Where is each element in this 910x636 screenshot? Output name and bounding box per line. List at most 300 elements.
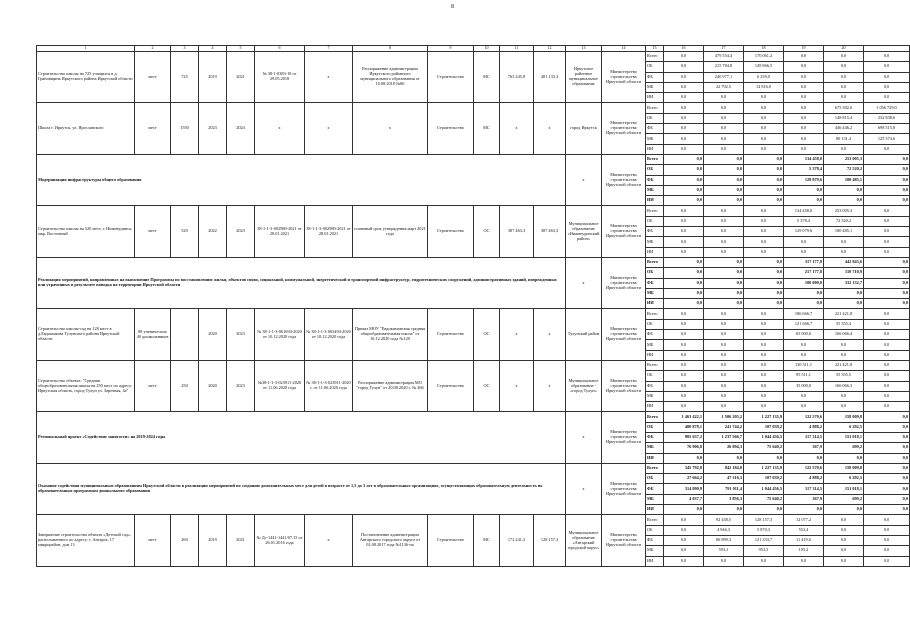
funding-source-label: Всего	[646, 154, 664, 164]
remaining-cost: 481 133,3	[534, 52, 566, 103]
table-row	[37, 515, 910, 525]
amount-cell: 0,0	[664, 165, 704, 175]
funding-source-label: ФБ	[646, 227, 664, 237]
funding-source-label: Всего	[646, 360, 664, 370]
work-type: Строительство	[428, 206, 474, 257]
funding-source-label: ИИ	[646, 402, 664, 412]
expertise-conclusion: № 38-1-1-3-061694-2020 от 10.12.2020 года	[255, 309, 305, 360]
amount-cell: 0,0	[664, 185, 704, 195]
amount-cell: 0,0	[704, 103, 744, 113]
amount-cell: 0,0	[864, 309, 910, 319]
expertise-conclusion: №38-1-1-3-023911-2020 от 11.06.2020 года	[255, 360, 305, 411]
funding-source-label: Всего	[646, 463, 664, 473]
responsible-executor: Министерство строительства Иркутской области	[602, 206, 646, 257]
column-number: 2	[135, 46, 171, 52]
amount-cell: 699,2	[824, 494, 864, 504]
amount-cell: 0,0	[864, 525, 910, 535]
approval-document: Распоряжение администрации МО "город Тулун" от 20.08.2020 г. № 266	[353, 360, 428, 411]
amount-cell: 0,0	[744, 340, 784, 350]
amount-cell: 0,0	[864, 350, 910, 360]
funding-source-label: Всего	[646, 309, 664, 319]
unit: 88 ученических 40 дошкольников	[135, 309, 171, 360]
object-name: Завершение строительства объекта «Детский сад», расположенного по адресу: г. Ангарск, 17 микрорайон, дом 13	[37, 515, 135, 566]
unit: мест	[135, 206, 171, 257]
table-row	[37, 412, 910, 422]
amount-cell: 0,0	[704, 556, 744, 566]
amount-cell: 129 079,6	[784, 175, 824, 185]
funding-source-label: Всего	[646, 206, 664, 216]
amount-cell: 0,0	[704, 505, 744, 515]
amount-cell: 0,0	[784, 402, 824, 412]
amount-cell: 0,0	[744, 360, 784, 370]
end-year: 2023	[227, 206, 255, 257]
amount-cell: 0,0	[704, 175, 744, 185]
section-x: x	[566, 257, 602, 308]
start-year: 2023	[199, 103, 227, 154]
amount-cell: 0,0	[664, 154, 704, 164]
amount-cell: 72 520,2	[824, 216, 864, 226]
funding-source-label: ОБ	[646, 422, 664, 432]
estimated-cost: 172 241,3	[500, 515, 534, 566]
funding-source-label: МБ	[646, 82, 664, 92]
amount-cell: 0,0	[704, 227, 744, 237]
amount-cell: 0,0	[744, 268, 784, 278]
funding-type: ОС	[474, 309, 500, 360]
start-year: 2020	[199, 309, 227, 360]
column-number: 11	[500, 46, 534, 52]
amount-cell: 55 355,5	[824, 371, 864, 381]
municipality: Тулунский район	[566, 309, 602, 360]
amount-cell: 0,0	[824, 237, 864, 247]
amount-cell: 0,0	[864, 175, 910, 185]
amount-cell: 0,0	[864, 381, 910, 391]
amount-cell: 0,0	[664, 525, 704, 535]
amount-cell: 151 018,1	[824, 432, 864, 442]
amount-cell: 12 077,2	[784, 515, 824, 525]
remaining-cost: x	[534, 103, 566, 154]
object-name: Строительство школы на 725 учащихся в д. Грановщина Иркутского района Иркутской области	[37, 52, 135, 103]
amount-cell: 0,0	[864, 185, 910, 195]
amount-cell: 0,0	[744, 175, 784, 185]
amount-cell: 0,0	[864, 330, 910, 340]
funding-type: ОС	[474, 360, 500, 411]
amount-cell: 6 239,0	[744, 72, 784, 82]
funding-source-label: МБ	[646, 494, 664, 504]
funding-source-label: Всего	[646, 515, 664, 525]
end-year: 2021	[227, 515, 255, 566]
amount-cell: 0,0	[664, 93, 704, 103]
amount-cell: 158 009,8	[824, 463, 864, 473]
unit: мест	[135, 515, 171, 566]
estimated-cost: x	[500, 360, 534, 411]
table-row	[37, 463, 910, 473]
amount-cell: 0,0	[664, 330, 704, 340]
amount-cell: 0,0	[704, 268, 744, 278]
funding-source-label: Всего	[646, 52, 664, 62]
amount-cell: 0,0	[864, 154, 910, 164]
amount-cell: 0,0	[744, 227, 784, 237]
amount-cell: 1 056 729,0	[864, 103, 910, 113]
remaining-cost: x	[534, 309, 566, 360]
funding-type: МС	[474, 515, 500, 566]
amount-cell: 80 131,4	[824, 134, 864, 144]
amount-cell: 100 000,0	[784, 278, 824, 288]
amount-cell: 0,0	[744, 288, 784, 298]
amount-cell: 0,0	[744, 113, 784, 123]
municipality: город Иркутск	[566, 103, 602, 154]
amount-cell: 0,0	[864, 144, 910, 154]
amount-cell: 0,0	[784, 103, 824, 113]
amount-cell: 0,0	[824, 391, 864, 401]
funding-source-label: ФБ	[646, 484, 664, 494]
expertise-conclusion: 38-1-1-3-002980-2021 от 28.01.2021	[255, 206, 305, 257]
amount-cell: 0,0	[704, 299, 744, 309]
amount-cell: 0,0	[864, 443, 910, 453]
funding-source-label: ИИ	[646, 247, 664, 257]
amount-cell: 0,0	[664, 391, 704, 401]
funding-source-label: МБ	[646, 288, 664, 298]
amount-cell: 0,0	[664, 237, 704, 247]
amount-cell: 0,0	[864, 268, 910, 278]
amount-cell: 0,0	[824, 185, 864, 195]
amount-cell: 0,0	[744, 278, 784, 288]
amount-cell: 0,0	[824, 350, 864, 360]
amount-cell: 0,0	[864, 505, 910, 515]
amount-cell: 0,0	[864, 288, 910, 298]
amount-cell: 0,0	[864, 62, 910, 72]
approval-document: Постановление администрации Ангарского городского округа от 02.08.2017 года №1136-па	[353, 515, 428, 566]
amount-cell: 317 177,8	[784, 257, 824, 267]
work-type: Строительство	[428, 360, 474, 411]
responsible-executor: Министерство строительства Иркутской области	[602, 412, 646, 463]
amount-cell: 0,0	[864, 402, 910, 412]
column-number: 18	[744, 46, 784, 52]
amount-cell: 0,0	[704, 402, 744, 412]
amount-cell: 240 977,1	[704, 72, 744, 82]
expertise-estimate: x	[305, 103, 353, 154]
municipality: Муниципальное образование «Нижнеудинский район»	[566, 206, 602, 257]
amount-cell: 0,0	[864, 247, 910, 257]
amount-cell: 0,0	[704, 278, 744, 288]
amount-cell: 1 044 456,5	[744, 432, 784, 442]
amount-cell: 0,0	[744, 381, 784, 391]
section-x: x	[566, 154, 602, 205]
amount-cell: 0,0	[664, 309, 704, 319]
amount-cell: 128 157,3	[744, 515, 784, 525]
amount-cell: 400 878,1	[664, 422, 704, 432]
amount-cell: 0,0	[824, 144, 864, 154]
amount-cell: 0,0	[824, 515, 864, 525]
object-name: Школа г. Иркутск, ул. Ярославского	[37, 103, 135, 154]
amount-cell: 0,0	[824, 535, 864, 545]
amount-cell: 0,0	[664, 299, 704, 309]
responsible-executor: Министерство строительства Иркутской области	[602, 154, 646, 205]
funding-source-label: ФБ	[646, 124, 664, 134]
amount-cell: 5 378,4	[784, 165, 824, 175]
amount-cell: 0,0	[864, 494, 910, 504]
amount-cell: 0,0	[784, 62, 824, 72]
object-name: Строительство школы на 520 мест, г. Нижнеудинск, мкр. Восточный	[37, 206, 135, 257]
amount-cell: 0,0	[664, 453, 704, 463]
amount-cell: 0,0	[664, 144, 704, 154]
amount-cell: 985 637,2	[664, 432, 704, 442]
funding-type: МС	[474, 52, 500, 103]
remaining-cost: x	[534, 360, 566, 411]
amount-cell: 0,0	[664, 134, 704, 144]
amount-cell: 35 000,0	[784, 381, 824, 391]
amount-cell: 0,0	[784, 340, 824, 350]
funding-source-label: МБ	[646, 546, 664, 556]
funding-type: ОС	[474, 206, 500, 257]
amount-cell: 0,0	[704, 93, 744, 103]
amount-cell: 0,0	[864, 340, 910, 350]
amount-cell: 0,0	[704, 206, 744, 216]
funding-source-label: ИИ	[646, 350, 664, 360]
work-type: Строительство	[428, 309, 474, 360]
amount-cell: 0,0	[704, 113, 744, 123]
amount-cell: 0,0	[704, 185, 744, 195]
amount-cell: 0,0	[824, 196, 864, 206]
page-number: 8	[451, 4, 454, 10]
amount-cell: 0,0	[664, 206, 704, 216]
amount-cell: 0,0	[704, 216, 744, 226]
column-number: 19	[784, 46, 824, 52]
amount-cell: 180 485,1	[824, 227, 864, 237]
column-number: 4	[199, 46, 227, 52]
amount-cell: 0,0	[784, 299, 824, 309]
funding-source-label: ИИ	[646, 144, 664, 154]
amount-cell: 0,0	[744, 402, 784, 412]
amount-cell: 0,0	[744, 505, 784, 515]
start-year: 2019	[199, 515, 227, 566]
funding-source-label: ОБ	[646, 319, 664, 329]
amount-cell: 0,0	[784, 453, 824, 463]
responsible-executor: Министерство строительства Иркутской области	[602, 103, 646, 154]
end-year: 2024	[227, 103, 255, 154]
amount-cell: 0,0	[784, 505, 824, 515]
amount-cell: 0,0	[744, 247, 784, 257]
capacity: 1550	[171, 103, 199, 154]
amount-cell: 107 039,2	[744, 474, 784, 484]
amount-cell: 0,0	[664, 62, 704, 72]
amount-cell: 0,0	[824, 247, 864, 257]
amount-cell: 134 458,0	[784, 206, 824, 216]
amount-cell: 0,0	[744, 196, 784, 206]
funding-source-label: МБ	[646, 340, 664, 350]
amount-cell: 0,0	[664, 268, 704, 278]
amount-cell: 0,0	[824, 453, 864, 463]
amount-cell: 446 446,2	[824, 124, 864, 134]
work-type: Строительство	[428, 515, 474, 566]
amount-cell: 0,0	[864, 216, 910, 226]
amount-cell: 0,0	[864, 165, 910, 175]
responsible-executor: Министерство строительства Иркутской области	[602, 463, 646, 514]
amount-cell: 0,0	[704, 144, 744, 154]
amount-cell: 76 906,8	[664, 443, 704, 453]
amount-cell: 0,0	[664, 216, 704, 226]
amount-cell: 0,0	[824, 299, 864, 309]
municipality: Иркутское районное муниципальное образование	[566, 52, 602, 103]
approval-document: Распоряжение администрации Иркутского районного муниципального образования от 10.08.2018 №86	[353, 52, 428, 103]
funding-source-label: ИИ	[646, 453, 664, 463]
amount-cell: 367,9	[784, 494, 824, 504]
amount-cell: 0,0	[744, 103, 784, 113]
amount-cell: 0,0	[864, 463, 910, 473]
amount-cell: 332 132,7	[824, 278, 864, 288]
amount-cell: 0,0	[744, 93, 784, 103]
amount-cell: 47 316,3	[704, 474, 744, 484]
amount-cell: 4 946,3	[704, 525, 744, 535]
column-number: 6	[255, 46, 305, 52]
amount-cell: 0,0	[744, 371, 784, 381]
capacity: 260	[171, 515, 199, 566]
remaining-cost: 387 463,3	[534, 206, 566, 257]
table-row	[37, 360, 910, 370]
amount-cell: 217 177,8	[784, 268, 824, 278]
estimated-cost: x	[500, 103, 534, 154]
amount-cell: 0,0	[664, 278, 704, 288]
amount-cell: 0,0	[784, 113, 824, 123]
amount-cell: 593,1	[704, 546, 744, 556]
unit: мест	[135, 52, 171, 103]
funding-source-label: ОБ	[646, 165, 664, 175]
table-row	[37, 206, 910, 216]
amount-cell: 0,0	[744, 165, 784, 175]
amount-cell: 0,0	[864, 196, 910, 206]
amount-cell: 0,0	[744, 216, 784, 226]
amount-cell: 699,2	[824, 443, 864, 453]
column-number: 3	[171, 46, 199, 52]
funding-type: МС	[474, 103, 500, 154]
amount-cell: 0,0	[664, 52, 704, 62]
amount-cell: 26 894,3	[704, 443, 744, 453]
column-number: 16	[664, 46, 704, 52]
amount-cell: 0,0	[864, 72, 910, 82]
amount-cell: 0,0	[704, 391, 744, 401]
amount-cell: 0,0	[744, 391, 784, 401]
expertise-estimate: x	[305, 515, 353, 566]
table-row	[37, 103, 910, 113]
amount-cell: 4 037,7	[664, 494, 704, 504]
amount-cell: 0,0	[784, 144, 824, 154]
section-x: x	[566, 412, 602, 463]
estimated-cost: x	[500, 309, 534, 360]
amount-cell: 0,0	[744, 206, 784, 216]
estimated-cost: 763 245,8	[500, 52, 534, 103]
amount-cell: 130 511,1	[784, 360, 824, 370]
amount-cell: 0,0	[664, 515, 704, 525]
funding-source-label: ОБ	[646, 62, 664, 72]
amount-cell: 0,0	[864, 52, 910, 62]
amount-cell: 1 227 135,9	[744, 463, 784, 473]
funding-source-label: ФБ	[646, 72, 664, 82]
column-number: 10	[474, 46, 500, 52]
expertise-estimate: № 38-1-1-3-023911-2020 г. от 11.06.2020 года	[305, 360, 353, 411]
table-row	[37, 154, 910, 164]
funding-source-label: ОБ	[646, 474, 664, 484]
object-name: Строительство школы-сад на 128 мест в д.Евдокимова Тулунского района Иркутской области	[37, 309, 135, 360]
amount-cell: 6 292,5	[824, 474, 864, 484]
funding-source-label: ОБ	[646, 268, 664, 278]
amount-cell: 675 392,0	[824, 103, 864, 113]
amount-cell: 0,0	[664, 196, 704, 206]
funding-source-label: ФБ	[646, 278, 664, 288]
amount-cell: 0,0	[704, 371, 744, 381]
amount-cell: 0,0	[744, 299, 784, 309]
amount-cell: 107 039,2	[744, 422, 784, 432]
amount-cell: 0,0	[664, 535, 704, 545]
amount-cell: 0,0	[664, 350, 704, 360]
amount-cell: 0,0	[704, 360, 744, 370]
table-row	[37, 309, 910, 319]
amount-cell: 0,0	[664, 556, 704, 566]
amount-cell: 698 515,8	[864, 124, 910, 134]
amount-cell: 0,0	[664, 402, 704, 412]
amount-cell: 0,0	[704, 257, 744, 267]
amount-cell: 0,0	[744, 154, 784, 164]
expertise-conclusion: № Дс-1441-1441/07.15 от 26.01.2016 года	[255, 515, 305, 566]
amount-cell: 0,0	[824, 82, 864, 92]
funding-source-label: МБ	[646, 443, 664, 453]
amount-cell: 95 511,1	[784, 371, 824, 381]
funding-source-label: ИИ	[646, 299, 664, 309]
amount-cell: 0,0	[664, 227, 704, 237]
amount-cell: 0,0	[824, 556, 864, 566]
table-body	[37, 46, 910, 567]
section-x: x	[566, 463, 602, 514]
amount-cell: 0,0	[864, 237, 910, 247]
funding-source-label: МБ	[646, 237, 664, 247]
amount-cell: 0,0	[864, 515, 910, 525]
amount-cell: 55 355,4	[824, 319, 864, 329]
amount-cell: 0,0	[824, 525, 864, 535]
amount-cell: 0,0	[864, 257, 910, 267]
amount-cell: 953,3	[744, 546, 784, 556]
amount-cell: 1 463 422,1	[664, 412, 704, 422]
amount-cell: 232 838,6	[864, 113, 910, 123]
amount-cell: 0,0	[704, 124, 744, 134]
remaining-cost: 128 157,3	[534, 515, 566, 566]
amount-cell: 65 000,0	[784, 330, 824, 340]
funding-source-label: ИИ	[646, 505, 664, 515]
section-title: Реализация мероприятий, направленных на выполнение Программы по восстановлению жилья, объектов связи, социальной, коммунальной, энергетической и транспортной инфраструктур, гидротехнических сооружений, административных зданий, поврежденных или утраченных в результате паводка на территории Иркутской области	[37, 257, 566, 308]
amount-cell: 0,0	[664, 319, 704, 329]
amount-cell: 0,0	[664, 546, 704, 556]
amount-cell: 0,0	[864, 412, 910, 422]
amount-cell: 0,0	[744, 144, 784, 154]
amount-cell: 4 888,2	[784, 422, 824, 432]
amount-cell: 791 011,4	[704, 484, 744, 494]
amount-cell: 0,0	[824, 72, 864, 82]
amount-cell: 92 438,5	[704, 515, 744, 525]
amount-cell: 121 333,7	[744, 535, 784, 545]
amount-cell: 0,0	[744, 309, 784, 319]
amount-cell: 0,0	[744, 453, 784, 463]
amount-cell: 121 666,7	[784, 319, 824, 329]
amount-cell: 166 066,3	[824, 381, 864, 391]
table-row	[37, 52, 910, 62]
amount-cell: 0,0	[864, 278, 910, 288]
column-number: 13	[566, 46, 602, 52]
amount-cell: 0,0	[864, 484, 910, 494]
amount-cell: 0,0	[784, 82, 824, 92]
approval-document: Приказ МОУ "Евдокимовская средняя общеобразовательная школа" от 16.12.2020 года №120	[353, 309, 428, 360]
amount-cell: 148 815,4	[824, 113, 864, 123]
amount-cell: 0,0	[864, 206, 910, 216]
amount-cell: 0,0	[664, 505, 704, 515]
amount-cell: 0,0	[664, 247, 704, 257]
amount-cell: 0,0	[704, 237, 744, 247]
